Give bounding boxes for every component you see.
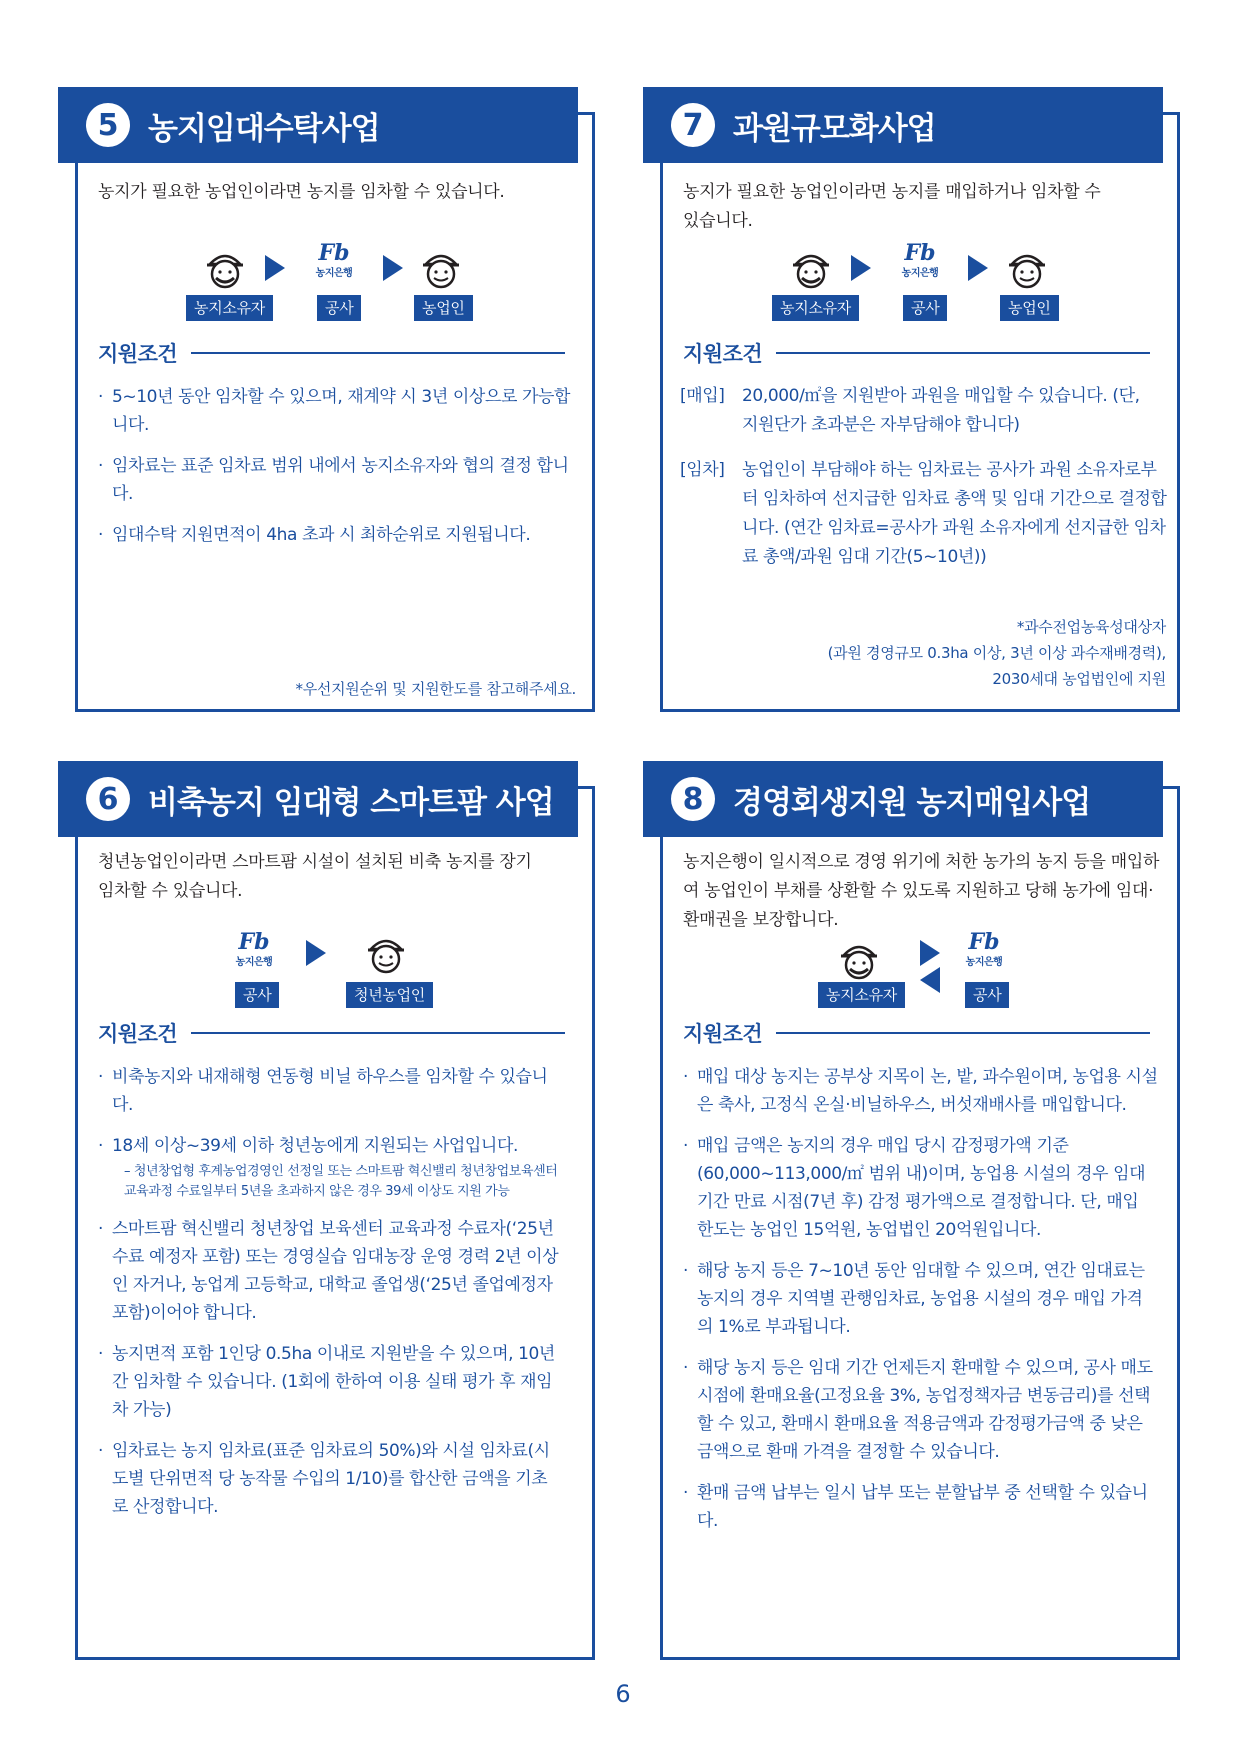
section-6-conditions <box>98 1063 560 1534</box>
section-6-header <box>58 761 578 837</box>
section-7-purchase <box>680 382 1170 440</box>
list-item: · 스마트팜 혁신밸리 청년창업 보육센터 교육과정 수료자(‘25년 수료 예정자 포함) 또는 경영실습 임대농장 운영 경력 2년 이상인 자거나, 농업계 고등학교, 대학교 졸업생(‘25년 졸업예정자 포함)이어야 합니다. <box>98 1215 560 1327</box>
landowner-icon <box>204 246 246 290</box>
section-7-footnote: *과수전업농육성대상자 (과원 경영규모 0.3ha 이상, 3년 이상 과수재배경력), 2030세대 농업법인에 지원 <box>827 618 1166 688</box>
fb-logo: Fb 농지은행 <box>965 929 1003 968</box>
flow-arrow-right-icon <box>920 940 940 966</box>
flow-arrow-icon <box>968 255 988 281</box>
section-8-header <box>643 761 1163 837</box>
flow-arrow-icon <box>383 255 403 281</box>
list-subitem: – 청년창업형 후계농업경영인 선정일 또는 스마트팜 혁신밸리 청년창업보육센터 교육과정 수료일부터 5년을 초과하지 않은 경우 39세 이상도 지원 가능 <box>124 1164 558 1199</box>
section-5-conditions <box>98 383 573 562</box>
farmer-icon <box>1006 246 1048 290</box>
flow-arrow-icon <box>265 255 285 281</box>
section-7-header <box>643 87 1163 163</box>
list-item: · 환매 금액 납부는 일시 납부 또는 분할납부 중 선택할 수 있습니다. <box>683 1479 1158 1535</box>
list-item: · 임차료는 농지 임차료(표준 임차료의 50%)와 시설 임차료(시도별 단위면적 당 농작물 수입의 1/10)를 합산한 금액을 기초로 산정합니다. <box>98 1437 560 1521</box>
section-6-conditions-heading: 지원조건 <box>98 1018 565 1048</box>
section-7-conditions-heading: 지원조건 <box>683 338 1150 368</box>
corp-label: 공사 <box>235 982 279 1008</box>
fb-logo: Fb 농지은행 <box>235 929 273 968</box>
section-8-conditions-heading: 지원조건 <box>683 1018 1150 1048</box>
page-number: 6 <box>615 1680 631 1708</box>
flow-arrow-icon <box>306 940 326 966</box>
section-5-intro: 농지가 필요한 농업인이라면 농지를 임차할 수 있습니다. <box>98 182 505 202</box>
young-farmer-icon <box>365 931 407 975</box>
flow-arrow-left-icon <box>920 967 940 993</box>
fb-logo: Fb 농지은행 <box>901 240 939 279</box>
farmer-label: 농업인 <box>414 295 473 321</box>
list-item: · 임차료는 표준 임차료 범위 내에서 농지소유자와 협의 결정 합니다. <box>98 452 573 508</box>
section-7-rent <box>680 456 1170 572</box>
list-item: · 매입 대상 농지는 공부상 지목이 논, 밭, 과수원이며, 농업용 시설은 축사, 고정식 온실·비닐하우스, 버섯재배사를 매입합니다. <box>683 1063 1158 1119</box>
section-5-footnote: *우선지원순위 및 지원한도를 참고해주세요. <box>295 680 576 698</box>
owner-label: 농지소유자 <box>818 982 905 1008</box>
section-number: 8 <box>671 777 715 821</box>
landowner-icon <box>790 246 832 290</box>
section-title: 비축농지 임대형 스마트팜 사업 <box>148 784 554 821</box>
section-number: 7 <box>671 103 715 147</box>
list-item: · 매입 금액은 농지의 경우 매입 당시 감정평가액 기준 (60,000~113,000/㎡ 범위 내)이며, 농업용 시설의 경우 임대 기간 만료 시점(7년 후) 감정 평가액으로 결정합니다. 단, 매입 한도는 농업인 15억원, 농업법인 20억원입니다. <box>683 1132 1158 1244</box>
section-8-intro: 농지은행이 일시적으로 경영 위기에 처한 농가의 농지 등을 매입하여 농업인이 부채를 상환할 수 있도록 지원하고 당해 농가에 임대·환매권을 보장합니다. <box>683 852 1160 930</box>
section-number: 5 <box>86 103 130 147</box>
purchase-text: 20,000/㎡을 지원받아 과원을 매입할 수 있습니다. (단, 지원단가 초과분은 자부담해야 합니다) <box>742 386 1140 435</box>
list-item: · 비축농지와 내재해형 연동형 비닐 하우스를 임차할 수 있습니다. <box>98 1063 560 1119</box>
section-5-header <box>58 87 578 163</box>
purchase-tag: [매입] <box>680 386 725 406</box>
rent-text: 농업인이 부담해야 하는 임차료는 공사가 과원 소유자로부터 임차하여 선지급한 임차료 총액 및 임대 기간으로 결정합니다. (연간 임차료=공사가 과원 소유자에게 선지급한 임차료 총액/과원 임대 기간(5~10년)) <box>742 460 1167 567</box>
corp-label: 공사 <box>903 295 947 321</box>
list-item: · 농지면적 포함 1인당 0.5ha 이내로 지원받을 수 있으며, 10년간 임차할 수 있습니다. (1회에 한하여 이용 실태 평가 후 재임차 가능) <box>98 1340 560 1424</box>
section-8-conditions <box>683 1063 1158 1548</box>
list-item: · 5~10년 동안 임차할 수 있으며, 재계약 시 3년 이상으로 가능합니다. <box>98 383 573 439</box>
list-item: · 임대수탁 지원면적이 4ha 초과 시 최하순위로 지원됩니다. <box>98 521 573 549</box>
flow-arrow-icon <box>851 255 871 281</box>
section-5-conditions-heading: 지원조건 <box>98 338 565 368</box>
landowner-icon <box>838 937 880 981</box>
section-title: 과원규모화사업 <box>733 110 936 147</box>
young-farmer-label: 청년농업인 <box>346 982 433 1008</box>
rent-tag: [임차] <box>680 460 725 480</box>
section-number: 6 <box>86 777 130 821</box>
section-7-intro: 농지가 필요한 농업인이라면 농지를 매입하거나 임차할 수 있습니다. <box>683 182 1101 231</box>
section-6-intro: 청년농업인이라면 스마트팜 시설이 설치된 비축 농지를 장기 임차할 수 있습니다. <box>98 852 532 901</box>
list-item: · 해당 농지 등은 7~10년 동안 임대할 수 있으며, 연간 임대료는 농지의 경우 지역별 관행임차료, 농업용 시설의 경우 매입 가격의 1%로 부과됩니다. <box>683 1257 1158 1341</box>
list-item: · 해당 농지 등은 임대 기간 언제든지 환매할 수 있으며, 공사 매도 시점에 환매요율(고정요율 3%, 농업정책자금 변동금리)를 선택할 수 있고, 환매시 환매요율 적용금액과 감정평가금액 중 낮은 금액으로 환매 가격을 결정할 수 있습니다. <box>683 1354 1158 1466</box>
corp-label: 공사 <box>317 295 361 321</box>
corp-label: 공사 <box>965 982 1009 1008</box>
fb-logo: Fb 농지은행 <box>315 240 353 279</box>
owner-label: 농지소유자 <box>186 295 273 321</box>
section-title: 농지임대수탁사업 <box>148 110 380 147</box>
farmer-icon <box>420 246 462 290</box>
section-title: 경영회생지원 농지매입사업 <box>733 784 1091 821</box>
owner-label: 농지소유자 <box>772 295 859 321</box>
list-item: · 18세 이상~39세 이하 청년농에게 지원되는 사업입니다. – 청년창업형 후계농업경영인 선정일 또는 스마트팜 혁신밸리 청년창업보육센터 교육과정 수료일부터 5년을 초과하지 않은 경우 39세 이상도 지원 가능 <box>98 1132 560 1202</box>
farmer-label: 농업인 <box>1000 295 1059 321</box>
